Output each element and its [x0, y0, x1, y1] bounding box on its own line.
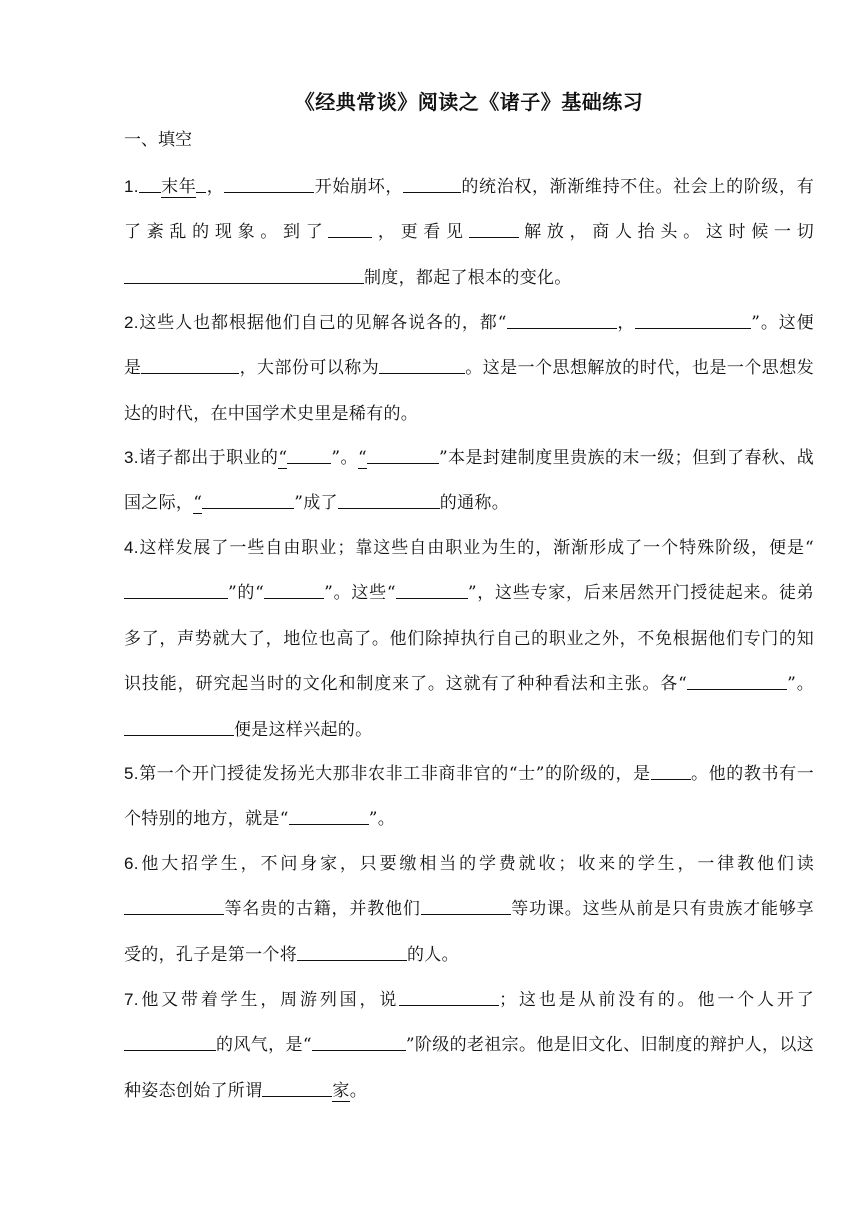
- quote-mark: “: [357, 448, 367, 468]
- answer-blank[interactable]: [297, 940, 407, 961]
- question-text: 的通称。: [439, 493, 509, 514]
- question-text: 开始崩坏，: [314, 177, 404, 197]
- answer-blank[interactable]: [396, 578, 468, 599]
- answer-blank[interactable]: [202, 488, 294, 509]
- question-text: 诸子都出于职业的: [138, 448, 279, 468]
- filled-answer: 家: [332, 1080, 350, 1101]
- question-text: ”。这些“: [324, 583, 396, 604]
- answer-blank[interactable]: [224, 172, 314, 193]
- question-number: 4.: [124, 538, 139, 557]
- question-text: 。这是一个思想解放的时代，也是一个思想发达的时代，在中国学术史里是稀有的。: [124, 358, 814, 424]
- question-number: 7.: [124, 990, 139, 1009]
- answer-blank[interactable]: [312, 1030, 406, 1051]
- question-text: ；这也是从前没有的。他一个人开了: [499, 990, 814, 1010]
- question-text: ，更看见: [372, 222, 469, 243]
- answer-blank[interactable]: [124, 1030, 216, 1051]
- question-number: 5.: [124, 764, 139, 783]
- question-5: [124, 751, 814, 843]
- question-text: ”。这便是: [124, 313, 814, 379]
- answer-blank[interactable]: [196, 172, 206, 193]
- question-text: 便是这样兴起的。: [234, 719, 373, 740]
- answer-blank[interactable]: [124, 578, 228, 599]
- question-text: 他大招学生，不问身家，只要缴相当的学费就收；收来的学生，一律教他们读: [138, 854, 814, 874]
- question-4: [124, 525, 814, 753]
- question-text: 第一个开门授徒发扬光大那非农非工非商非官的“士”的阶级的，是: [138, 764, 651, 784]
- answer-blank[interactable]: [367, 443, 439, 464]
- question-2: [124, 300, 814, 437]
- answer-blank[interactable]: [399, 985, 499, 1006]
- question-7: [124, 977, 814, 1114]
- answer-blank[interactable]: [338, 488, 440, 509]
- answer-blank[interactable]: [469, 217, 519, 238]
- answer-blank[interactable]: [421, 894, 511, 915]
- answer-blank[interactable]: [124, 715, 234, 736]
- question-number: 3.: [124, 448, 139, 467]
- question-1: [124, 164, 814, 301]
- answer-blank[interactable]: [507, 308, 617, 329]
- question-text: 这些人也都根据他们自己的见解各说各的，都“: [138, 313, 507, 333]
- question-text: 解放，商人抬头。这时候一切: [518, 222, 815, 243]
- question-text: ”。: [331, 448, 358, 468]
- answer-blank[interactable]: [328, 217, 372, 238]
- question-number: 2.: [124, 313, 139, 332]
- question-text: 。: [349, 1080, 368, 1101]
- answer-blank[interactable]: [139, 172, 161, 193]
- answer-blank[interactable]: [379, 353, 465, 374]
- answer-blank[interactable]: [651, 759, 691, 780]
- answer-blank[interactable]: [264, 578, 324, 599]
- question-text: 等名贵的古籍，并教他们: [224, 899, 421, 920]
- answer-blank[interactable]: [262, 1076, 332, 1097]
- page-title: 《经典常谈》阅读之《诸子》基础练习: [294, 90, 644, 114]
- answer-blank[interactable]: [141, 353, 239, 374]
- question-text: ”的“: [228, 583, 265, 604]
- quote-mark: “: [193, 493, 203, 514]
- answer-blank[interactable]: [124, 894, 224, 915]
- question-text: ，: [616, 313, 636, 333]
- answer-blank[interactable]: [289, 804, 369, 825]
- question-text: 。他的教书有一个特别的地方，就是“: [124, 764, 814, 830]
- question-text: ”成了: [294, 493, 338, 514]
- answer-blank[interactable]: [287, 443, 331, 464]
- answer-blank[interactable]: [403, 172, 461, 193]
- section-heading: 一、填空: [124, 130, 192, 150]
- question-text: ”，这些专家，后来居然开门授徒起来。徒弟多了，声势就大了，地位也高了。他们除掉执行自己的职业之外，不免根据他们专门的知识技能，研究起当时的文化和制度来了。这就有了种种看法和主张。各“: [124, 583, 814, 695]
- question-text: 等功课。这些从前是只有贵族才能够享受的，孔子是第一个将: [124, 899, 814, 965]
- question-text: 的风气，是“: [216, 1035, 312, 1056]
- question-number: 6.: [124, 854, 139, 873]
- answer-blank[interactable]: [124, 263, 364, 284]
- question-text: ”。: [368, 809, 395, 830]
- question-text: 的统治权，渐渐维持不住。社会上的阶级，有了紊乱的现象。到了: [124, 177, 814, 243]
- answer-blank[interactable]: [635, 308, 751, 329]
- filled-answer: 末年: [160, 177, 197, 197]
- question-text: ”。: [787, 674, 814, 695]
- question-text: 的人。: [407, 944, 459, 965]
- quote-mark: “: [278, 448, 288, 468]
- question-3: [124, 435, 814, 527]
- question-number: 1.: [124, 177, 139, 196]
- question-text: ，: [206, 177, 225, 197]
- question-text: 他又带着学生，周游列国，说: [138, 990, 400, 1010]
- answer-blank[interactable]: [687, 669, 787, 690]
- question-text: ，大部份可以称为: [239, 358, 380, 379]
- question-text: ”阶级的老祖宗。他是旧文化、旧制度的辩护人，以这种姿态创始了所谓: [124, 1035, 814, 1101]
- question-text: ”本是封建制度里贵族的末一级；但到了春秋、战国之际，: [124, 448, 814, 514]
- question-text: 制度，都起了根本的变化。: [364, 267, 572, 288]
- question-text: 这样发展了一些自由职业；靠这些自由职业为生的，渐渐形成了一个特殊阶级，便是“: [138, 538, 814, 558]
- question-6: [124, 841, 814, 978]
